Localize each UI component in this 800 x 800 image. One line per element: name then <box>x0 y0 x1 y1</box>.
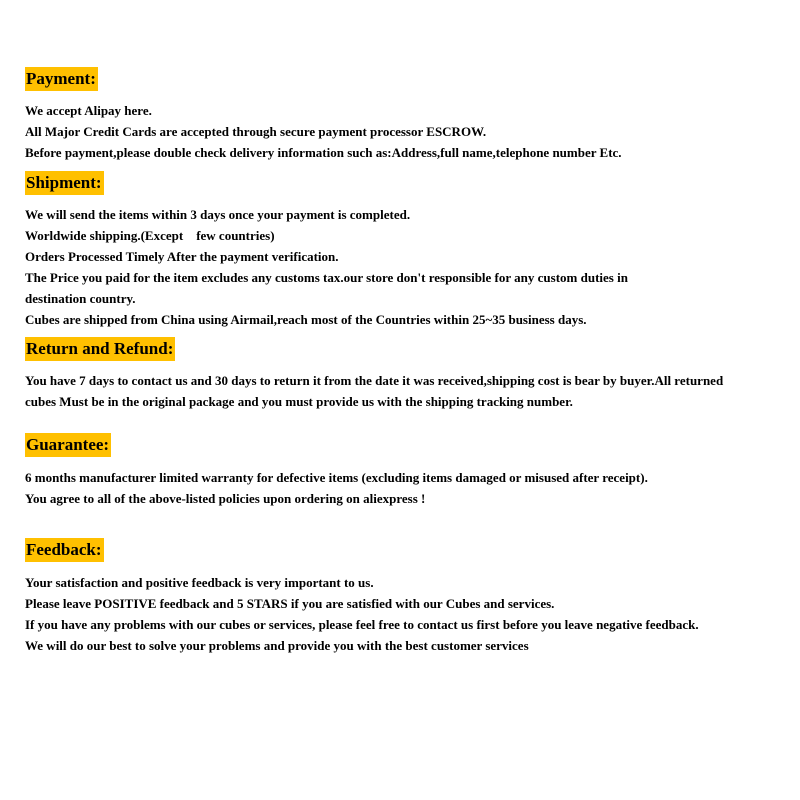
payment-line: All Major Credit Cards are accepted through secure payment processor ESCROW. <box>25 124 487 139</box>
shipment-line: We will send the items within 3 days once your payment is completed. <box>25 207 411 222</box>
shipment-section <box>25 204 685 330</box>
shipment-line: Orders Processed Timely After the payment verification. <box>25 249 339 264</box>
payment-line: We accept Alipay here. <box>25 103 152 118</box>
guarantee-line: You agree to all of the above-listed policies upon ordering on aliexpress ! <box>25 491 426 506</box>
feedback-line: If you have any problems with our cubes or services, please feel free to contact us first before you leave negative feedback. <box>25 617 699 632</box>
feedback-heading: Feedback: <box>25 538 104 562</box>
guarantee-heading: Guarantee: <box>25 433 111 457</box>
feedback-line: We will do our best to solve your problems and provide you with the best customer services <box>25 638 529 653</box>
return-refund-line: You have 7 days to contact us and 30 days to return it from the date it was received,shipping cost is bear by buyer.All returned cubes Must be in the original package and you must provide us with the shipping tracking number. <box>25 373 724 409</box>
shipment-line: Worldwide shipping.(Except few countries) <box>25 228 275 243</box>
feedback-section <box>25 572 705 656</box>
payment-line: Before payment,please double check delivery information such as:Address,full name,telephone number Etc. <box>25 145 622 160</box>
payment-heading: Payment: <box>25 67 98 91</box>
shipment-line: Cubes are shipped from China using Airmail,reach most of the Countries within 25~35 business days. <box>25 312 587 327</box>
feedback-line: Your satisfaction and positive feedback is very important to us. <box>25 575 374 590</box>
return-refund-section <box>25 370 740 412</box>
guarantee-section <box>25 467 740 509</box>
return-refund-heading: Return and Refund: <box>25 337 175 361</box>
shipment-line: The Price you paid for the item excludes any customs tax.our store don't responsible for any custom duties in destination country. <box>25 270 628 306</box>
shipment-heading: Shipment: <box>25 171 104 195</box>
payment-section <box>25 100 740 163</box>
guarantee-line: 6 months manufacturer limited warranty for defective items (excluding items damaged or misused after receipt). <box>25 470 648 485</box>
feedback-line: Please leave POSITIVE feedback and 5 STARS if you are satisfied with our Cubes and services. <box>25 596 555 611</box>
